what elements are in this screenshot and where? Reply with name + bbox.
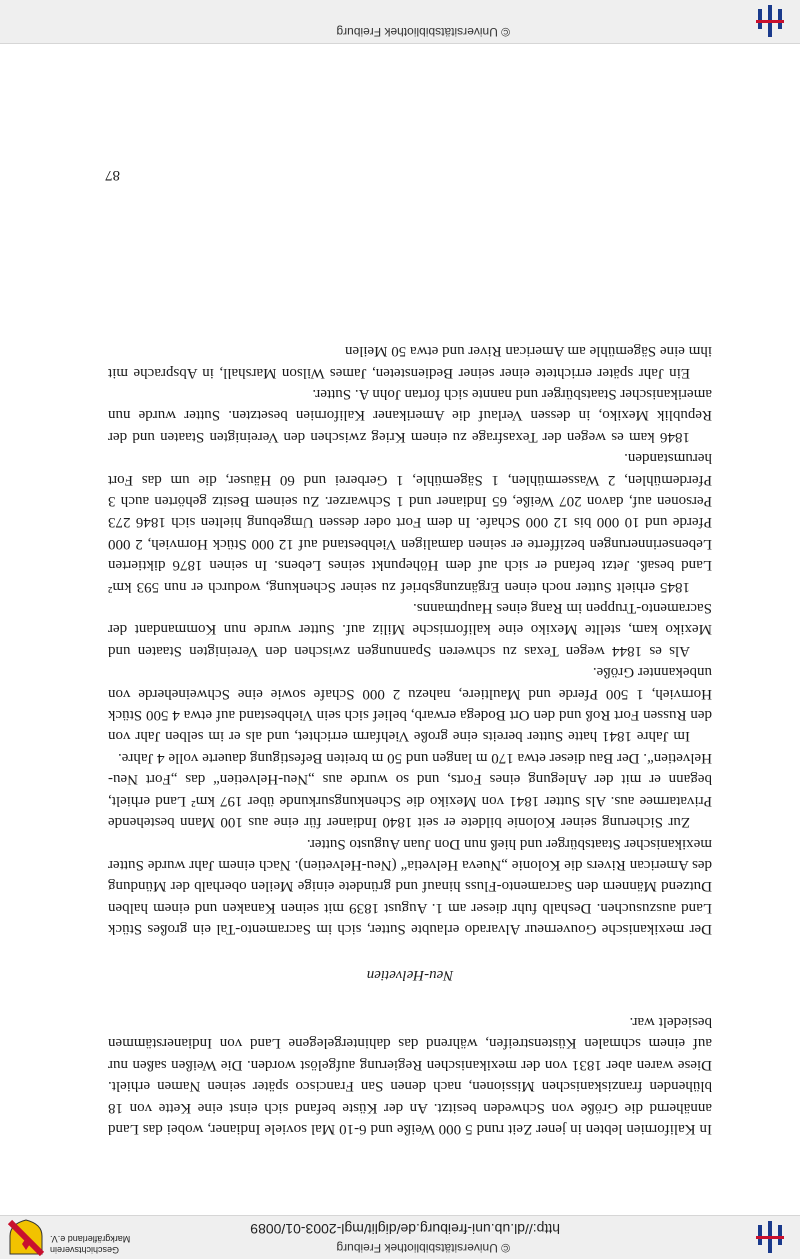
body-paragraph: 1845 erhielt Sutter noch einen Ergänzungsbrief zu seiner Schenkung, wodurch er nun 593 km² Land besaß. Jetzt befand er sich auf dem Höhepunkt seines Lebens. In seinen 1876 diktierten Lebenserinnerungen bezifferte er seinen damaligen Viehbestand auf 12 000 Stück Hornvieh, 2 000 Pferde und 10 000 bis 12 000 Schafe. In dem Fort oder dessen Umgebung hielten sich 1846 273 Personen auf, davon 207 Weiße, 65 Indianer und 1 Schwarzer. Zu seinem Besitz gehörten auch 3 Pferdemühlen, 2 Wassermühlen, 1 Sägemühle, 1 Gerberei und 60 Häuser, die um das Fort herumstanden. bbox=[108, 450, 712, 595]
society-name-line: Markgräflerland e.V. bbox=[50, 1234, 131, 1244]
body-paragraph: In Kalifornien lebten in jener Zeit rund 5 000 Weiße und 6-10 Mal soviele Indianer, wobei das Land annähernd die Größe von Schweden besitzt. An der Küste befand sich einst eine Kette von 18 blühenden franziskanischen Missionen, nach denen San Francisco später seinen Namen erhielt. Diese waren aber 1831 von der mexikanischen Regierung aufgelöst worden. Die Weißen saßen nur auf einem schmalen Küstenstreifen, während das dahintergelegene Land von Indianerstämmen besiedelt war. bbox=[108, 1013, 712, 1137]
library-logo-icon bbox=[750, 3, 790, 39]
library-copyright: © Universitätsbibliothek Freiburg bbox=[336, 1241, 510, 1255]
viewer-header-bar bbox=[0, 1215, 800, 1259]
society-name-line: Geschichtsverein bbox=[50, 1245, 120, 1255]
document-page bbox=[108, 340, 712, 1139]
library-copyright: © Universitätsbibliothek Freiburg bbox=[336, 25, 510, 39]
body-paragraph: 1846 kam es wegen der Texasfrage zu einem Krieg zwischen den Vereinigten Staaten und der Republik Mexiko, in dessen Verlauf die Amerikaner Kalifornien besetzten. Sutter wurde nun amerikanischer Staatsbürger und nannte sich fortan John A. Sutter. bbox=[108, 386, 712, 445]
society-name bbox=[50, 1233, 150, 1255]
body-paragraph: Zur Sicherung seiner Kolonie bildete er seit 1840 Indianer für eine aus 100 Mann bestehende Privatarmee aus. Als Sutter 1841 von Mexiko die Schenkungsurkunde über 197 km² Land erhielt, begann er mit der Anlegung eines Forts, und so wurde aus „Neu-Helvetien“ das „Fort Neu-Helvetien“. Der Bau dieser etwa 170 m langen und 50 m breiten Befestigung dauerte volle 4 Jahre. bbox=[108, 749, 712, 831]
body-paragraph: Der mexikanische Gouverneur Alvarado erlaubte Sutter, sich im Sacramento-Tal ein großes Stück Land auszusuchen. Deshalb fuhr dieser am 1. August 1839 mit seinen Kanaken und einem halben Dutzend Männern den Sacramento-Fluss hinauf und gründete einige Meilen oberhalb der Mündung des American Rivers die Kolonie „Nueva Helvetia“ (Neu-Helvetien). Nach einem Jahr wurde Sutter mexikanischer Staatsbürger und hieß nun Don Juan Augusto Sutter. bbox=[108, 835, 712, 938]
section-heading: Neu-Helvetien bbox=[366, 966, 454, 983]
library-logo-icon bbox=[750, 1219, 790, 1255]
body-paragraph: Im Jahre 1841 hatte Sutter bereits eine große Viehfarm errichtet, und als er im selben Jahr von den Russen Fort Roß und den Ort Bodega erwarb, belief sich sein Viehbestand auf etwa 4 500 Stück Hornvieh, 1 500 Pferde und Maultiere, nahezu 2 000 Schafe sowie eine Schweineherde von unbekannter Größe. bbox=[108, 664, 712, 745]
page-number: 87 bbox=[105, 167, 120, 183]
body-paragraph: Ein Jahr später errichtete einer seiner Bediensteten, James Wilson Marshall, in Absprache mit ihm eine Sägemühle am American River und etwa 50 Meilen bbox=[108, 343, 712, 381]
coat-of-arms-icon bbox=[8, 1218, 44, 1256]
viewer-footer-bar bbox=[0, 0, 800, 44]
document-url-link[interactable]: http://dl.ub.uni-freiburg.de/diglit/mgl-2003-01/0089 bbox=[250, 1221, 560, 1237]
body-paragraph: Als es 1844 wegen Texas zu schweren Spannungen zwischen den Vereinigten Staaten und Mexiko kam, stellte Mexiko eine kalifornische Miliz auf. Sutter wurde nun Kommandant der Sacramento-Truppen im Rang eines Hauptmanns. bbox=[108, 600, 712, 659]
